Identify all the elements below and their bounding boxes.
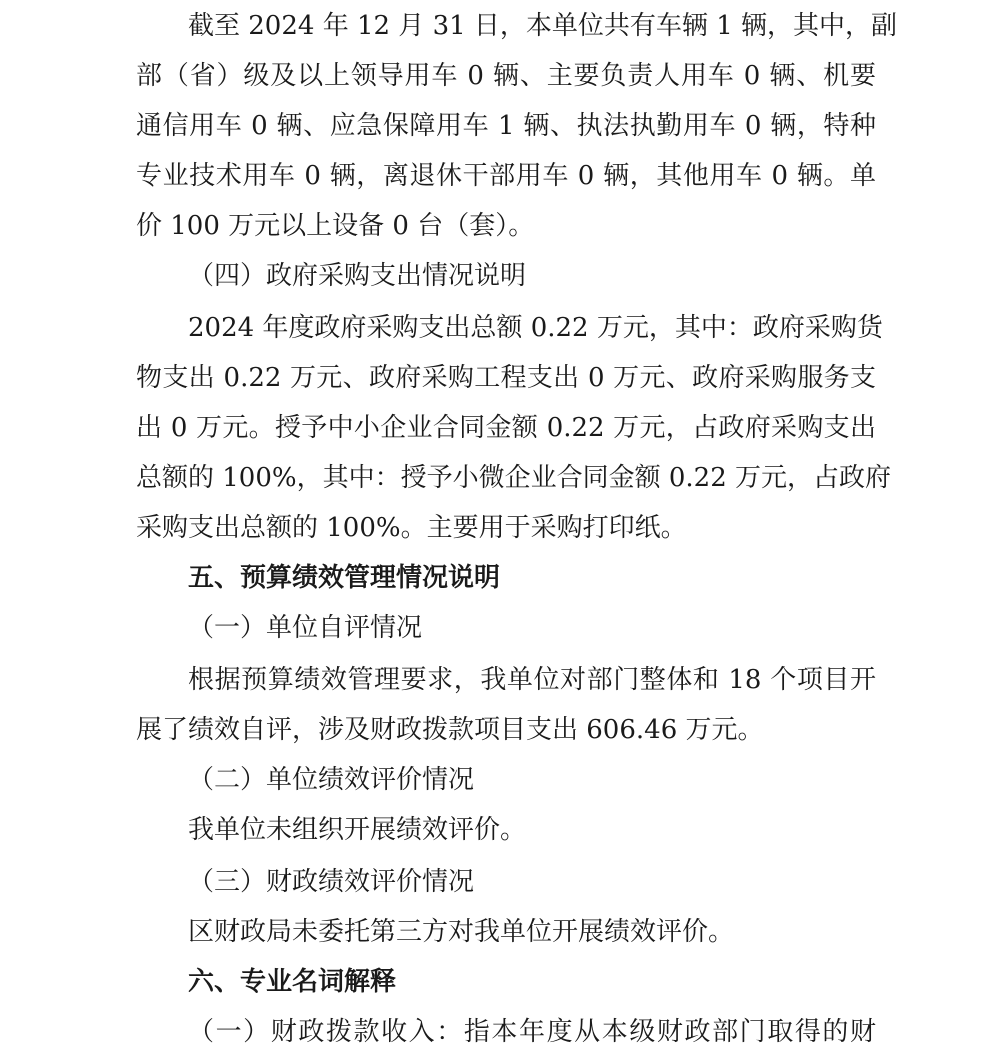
finance-evaluation-paragraph: 区财政局未委托第三方对我单位开展绩效评价。 [188, 917, 735, 947]
vehicle-paragraph-line-3: 通信用车 0 辆、应急保障用车 1 辆、执法执勤用车 0 辆，特种 [136, 111, 876, 141]
self-evaluation-paragraph-line-2: 展了绩效自评，涉及财政拨款项目支出 606.46 万元。 [136, 715, 764, 745]
self-evaluation-paragraph-line-1: 根据预算绩效管理要求，我单位对部门整体和 18 个项目开 [188, 665, 876, 695]
vehicle-paragraph-line-1: 截至 2024 年 12 月 31 日，本单位共有车辆 1 辆，其中，副 [188, 11, 897, 41]
unit-evaluation-subheading: （二）单位绩效评价情况 [188, 765, 475, 795]
self-evaluation-subheading: （一）单位自评情况 [188, 613, 423, 643]
finance-evaluation-subheading: （三）财政绩效评价情况 [188, 867, 475, 897]
vehicle-paragraph-line-2: 部（省）级及以上领导用车 0 辆、主要负责人用车 0 辆、机要 [136, 61, 876, 91]
section-six-heading: 六、专业名词解释 [188, 967, 397, 997]
term-definition-line-1: （一）财政拨款收入：指本年度从本级财政部门取得的财 [188, 1017, 876, 1047]
procurement-paragraph-line-2: 物支出 0.22 万元、政府采购工程支出 0 万元、政府采购服务支 [136, 363, 876, 393]
procurement-paragraph-line-1: 2024 年度政府采购支出总额 0.22 万元，其中：政府采购货 [188, 313, 883, 343]
section-five-heading: 五、预算绩效管理情况说明 [188, 563, 501, 593]
vehicle-paragraph-line-4: 专业技术用车 0 辆，离退休干部用车 0 辆，其他用车 0 辆。单 [136, 161, 876, 191]
unit-evaluation-paragraph: 我单位未组织开展绩效评价。 [188, 815, 527, 845]
procurement-paragraph-line-4: 总额的 100%，其中：授予小微企业合同金额 0.22 万元，占政府 [136, 463, 892, 493]
procurement-subheading: （四）政府采购支出情况说明 [188, 261, 527, 291]
procurement-paragraph-line-3: 出 0 万元。授予中小企业合同金额 0.22 万元，占政府采购支出 [136, 413, 876, 443]
vehicle-paragraph-line-5: 价 100 万元以上设备 0 台（套）。 [136, 211, 535, 241]
procurement-paragraph-line-5: 采购支出总额的 100%。主要用于采购打印纸。 [136, 513, 687, 543]
